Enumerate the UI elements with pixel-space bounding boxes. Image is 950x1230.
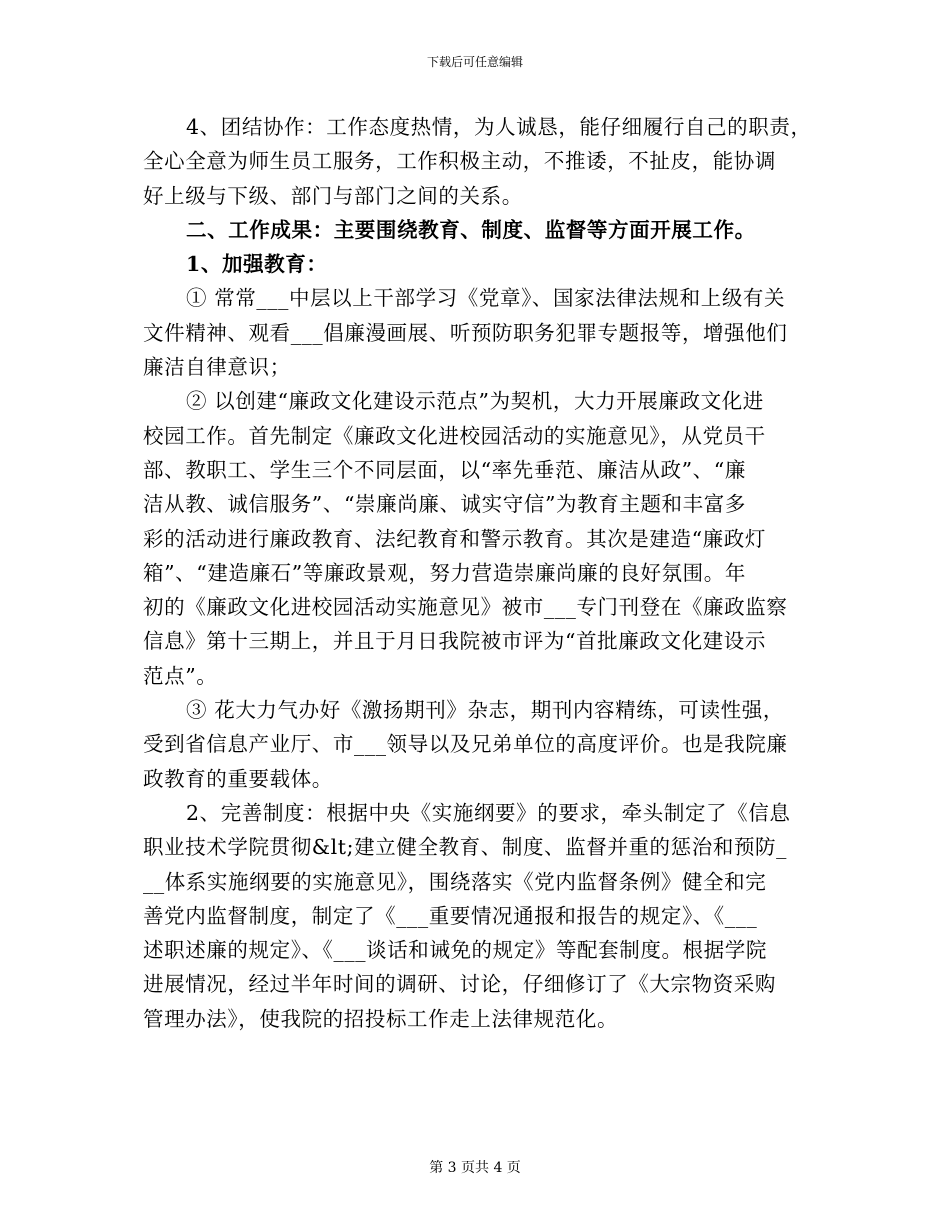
text-line: 范点”。 [143,663,218,688]
text-line: 廉洁自律意识； [143,355,291,380]
text-line: 2、完善制度：根据中央《实施纲要》的要求，牵头制定了《信息 [186,800,791,825]
text-line: 全心全意为师生员工服务，工作积极主动，不推诿，不扯皮，能协调 [143,149,776,174]
text-line: 职业技术学院贯彻&lt;建立健全教育、制度、监督并重的惩治和预防_ [143,835,787,860]
text-line: 彩的活动进行廉政教育、法纪教育和警示教育。其次是建造“廉政灯 [143,526,766,551]
text-line: 信息》第十三期上，并且于月日我院被市评为“首批廉政文化建设示 [143,629,766,654]
document-body [143,110,813,1036]
section-heading: 1、加强教育： [186,252,328,277]
text-line: ② 以创建“廉政文化建设示范点”为契机，大力开展廉政文化进 [186,389,764,414]
text-line: 初的《廉政文化进校园活动实施意见》被市___专门刊登在《廉政监察 [143,595,788,620]
text-line: 文件精神、观看___倡廉漫画展、听预防职务犯罪专题报等，增强他们 [143,320,788,345]
text-line: ① 常常___中层以上干部学习《党章》、国家法律法规和上级有关 [186,286,786,311]
text-line: 4、团结协作：工作态度热情，为人诚恳，能仔细履行自己的职责， [186,115,812,139]
section-heading: 二、工作成果：主要围绕教育、制度、监督等方面开展工作。 [186,217,756,242]
text-line: 受到省信息产业厅、市___领导以及兄弟单位的高度评价。也是我院廉 [143,732,788,757]
page-footer: 第 3 页共 4 页 [429,1160,521,1176]
text-line: 进展情况，经过半年时间的调研、讨论，仔细修订了《大宗物资采购 [143,972,776,997]
page-header: 下载后可任意编辑 [426,55,523,69]
text-line: 箱”、“建造廉石”等廉政景观，努力营造崇廉尚廉的良好氛围。年 [143,560,746,585]
text-line: 校园工作。首先制定《廉政文化进校园活动的实施意见》，从党员干 [143,423,766,448]
text-line: 政教育的重要载体。 [143,766,333,791]
text-line: 善党内监督制度，制定了《___重要情况通报和报告的规定》、《___ [143,903,758,928]
text-line: 管理办法》，使我院的招投标工作走上法律规范化。 [143,1006,619,1031]
text-line: 好上级与下级、部门与部门之间的关系。 [143,183,523,208]
text-line: 部、教职工、学生三个不同层面，以“率先垂范、廉洁从政”、“廉 [143,457,746,482]
text-line: __体系实施纲要的实施意见》，围绕落实《党内监督条例》健全和完 [143,869,767,894]
text-line: ③ 花大力气办好《激扬期刊》杂志，期刊内容精练，可读性强， [186,698,784,723]
text-line: 述职述廉的规定》、《___谈话和诫免的规定》等配套制度。根据学院 [143,938,767,963]
text-line: 洁从教、诚信服务”、“崇廉尚廉、诚实守信”为教育主题和丰富多 [143,492,746,517]
